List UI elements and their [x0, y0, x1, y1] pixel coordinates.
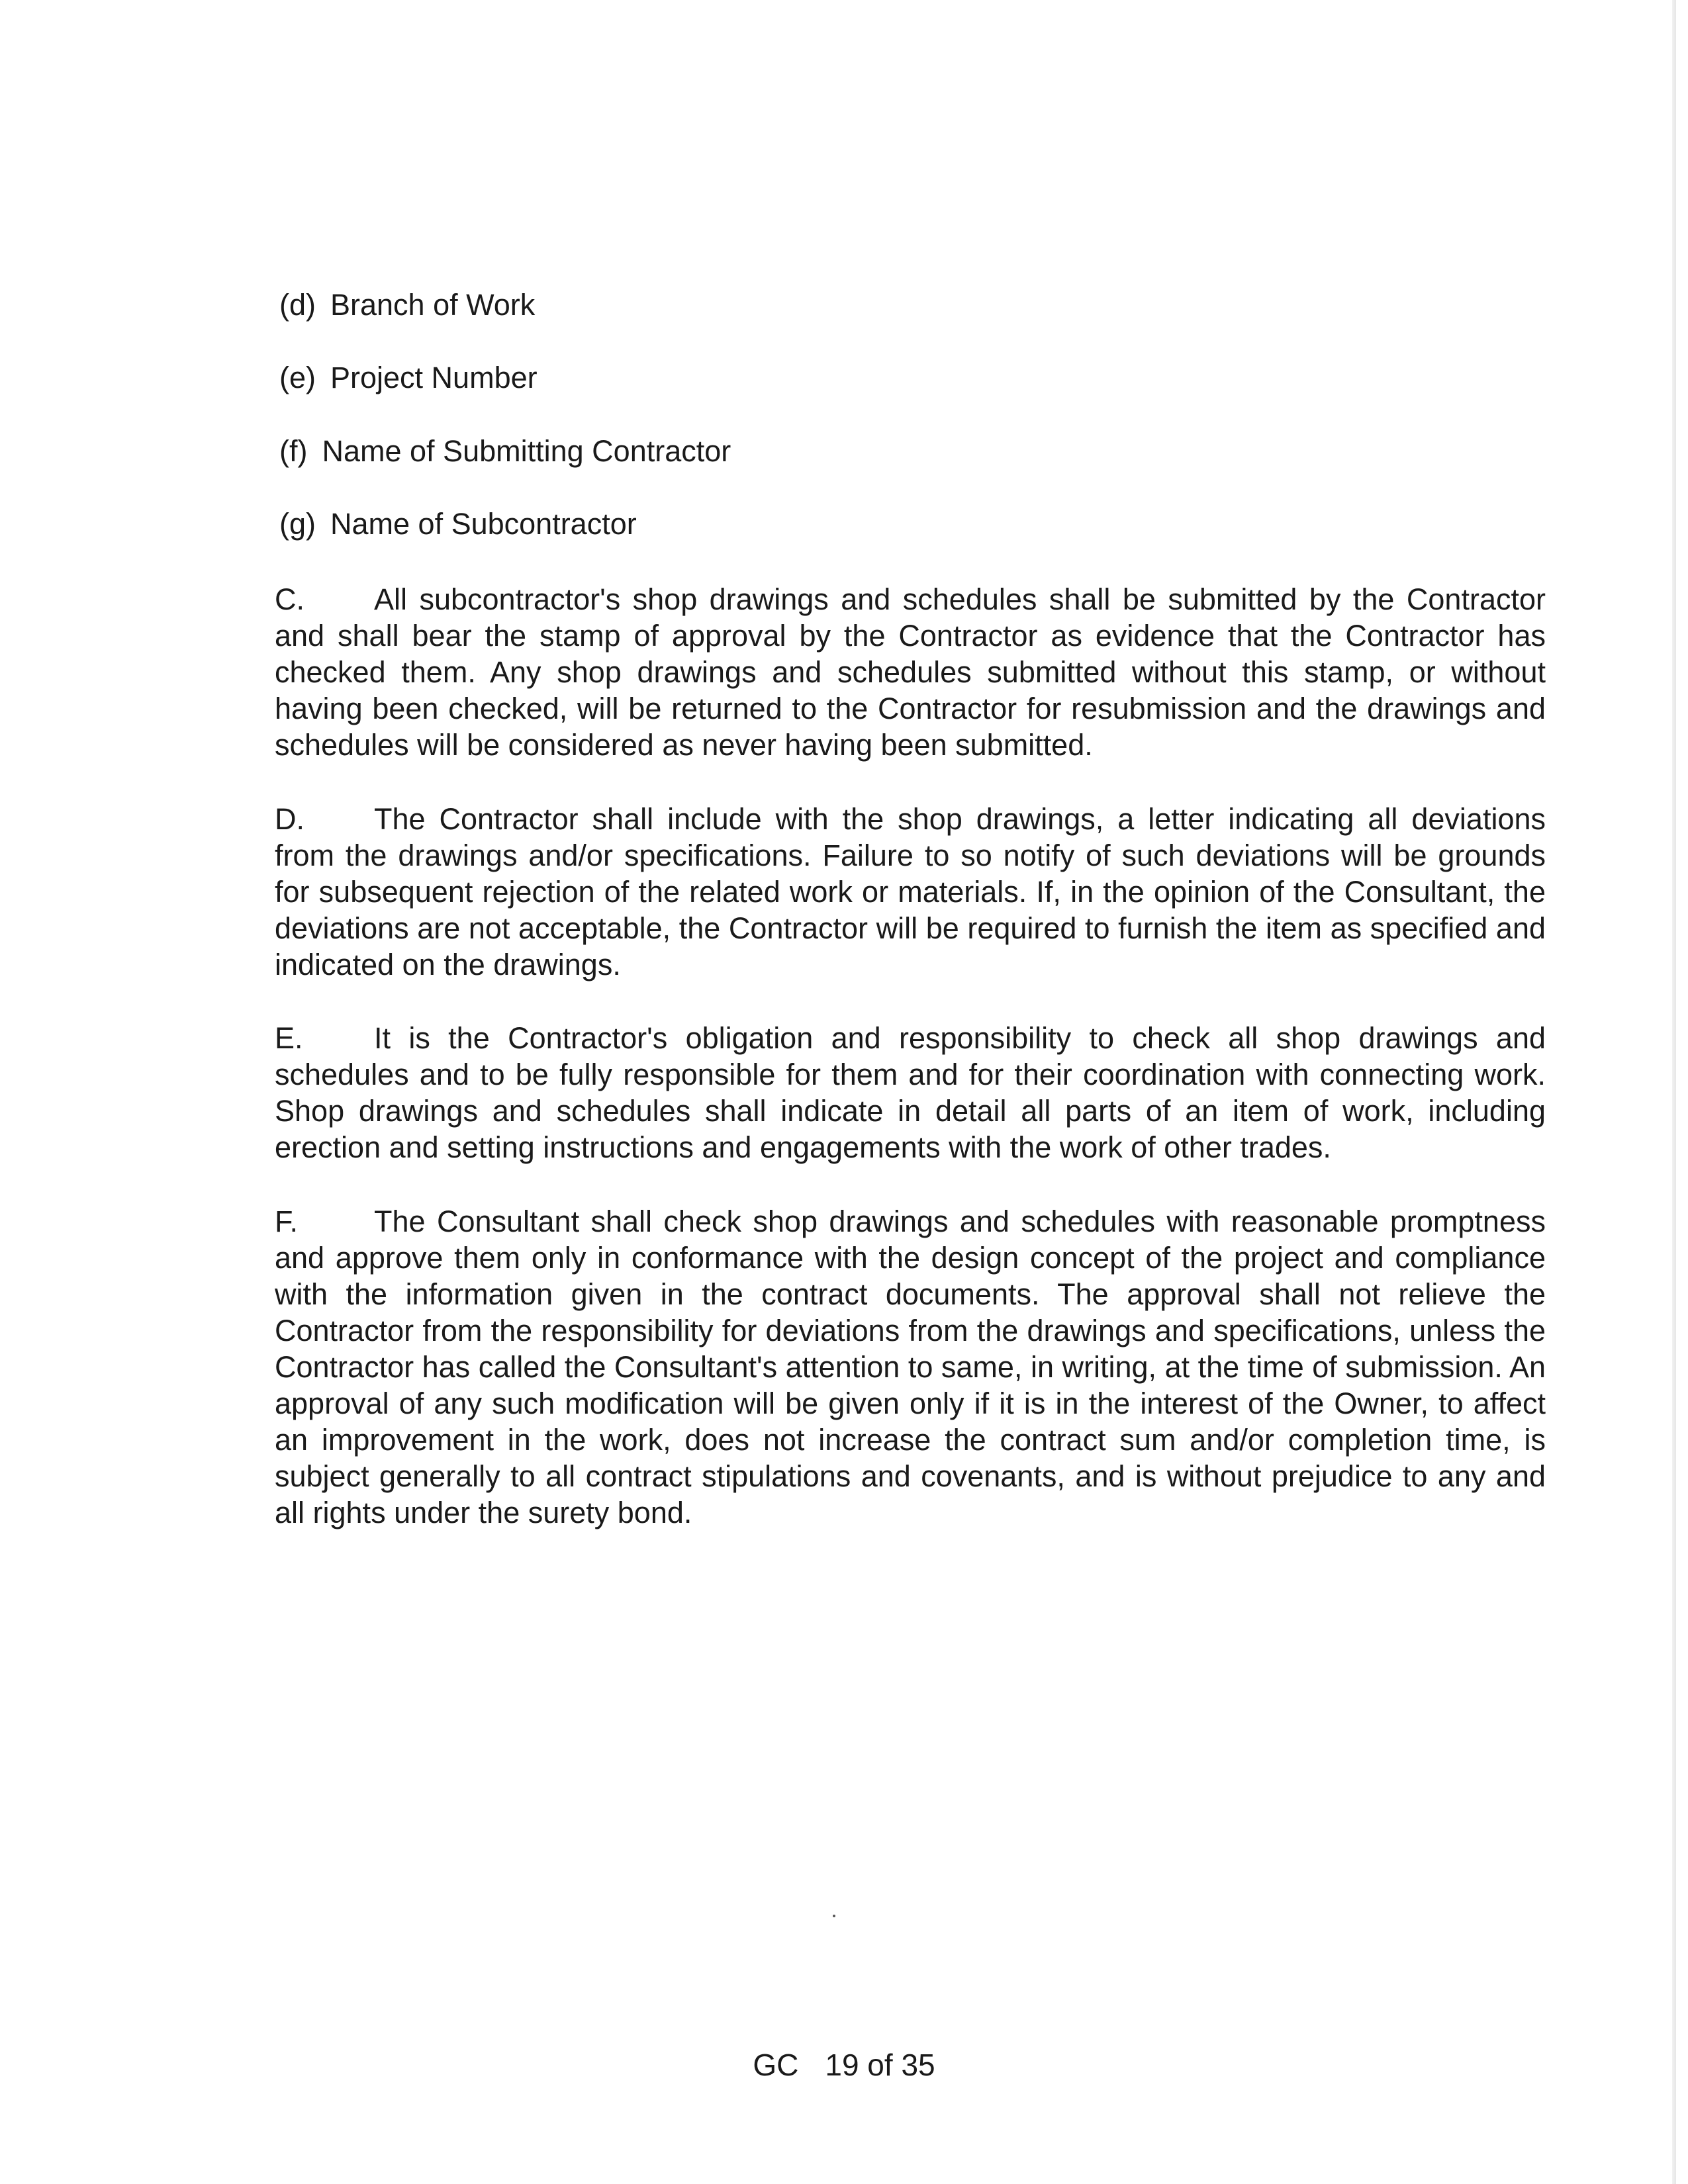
footer-section: GC [753, 2048, 799, 2082]
list-marker: (e) [279, 361, 316, 394]
paragraph-letter: F. [275, 1205, 299, 1238]
footer-page-number: 19 of 35 [825, 2048, 935, 2082]
list-item-d [279, 285, 535, 325]
list-item-text: Project Number [330, 361, 538, 394]
list-item-text: Name of Submitting Contractor [322, 434, 731, 468]
list-item-f [279, 432, 731, 471]
page-footer [0, 2045, 1688, 2085]
list-marker: (f) [279, 434, 308, 468]
list-item-g [279, 504, 637, 544]
paragraph-text: All subcontractor's shop drawings and schedules shall be submitted by the Contractor and shall bear the stamp of approval by the Contractor as evidence that the Contractor has checked them. Any shop drawings and schedules submitted without this stamp, or without having been checked, will be returned to the Contractor for resubmission and the drawings and schedules will be considered as never having been submitted. [275, 582, 1546, 762]
paragraph-text: It is the Contractor's obligation and responsibility to check all shop drawings and schedules and to be fully responsible for them and for their coordination with connecting work. Shop drawings and schedules shall indicate in detail all parts of an item of work, including erection and setting instructions and engagements with the work of other trades. [275, 1021, 1546, 1164]
list-marker: (g) [279, 507, 316, 541]
paragraph-d [275, 801, 1546, 983]
list-item-text: Branch of Work [330, 288, 536, 322]
paragraph-f [275, 1203, 1546, 1531]
scan-speck [833, 1915, 835, 1917]
paragraph-letter: E. [275, 1021, 303, 1055]
list-item-e [279, 358, 538, 398]
paragraph-text: The Consultant shall check shop drawings and schedules with reasonable promptness and approve them only in conformance with the design concept of the project and compliance with the information given in the contract documents. The approval shall not relieve the Contractor from the responsibility for deviations from the drawings and specifications, unless the Contractor has called the Consultant's attention to same, in writing, at the time of submission. An approval of any such modification will be given only if it is in the interest of the Owner, to affect an improvement in the work, does not increase the contract sum and/or completion time, is subject generally to all contract stipulations and covenants, and is without prejudice to any and all rights under the surety bond. [275, 1205, 1546, 1529]
paragraph-text: The Contractor shall include with the shop drawings, a letter indicating all deviations from the drawings and/or specifications. Failure to so notify of such deviations will be grounds for subsequent rejection of the related work or materials. If, in the opinion of the Consultant, the deviations are not acceptable, the Contractor will be required to furnish the item as specified and indicated on the drawings. [275, 802, 1546, 981]
paragraph-letter: D. [275, 802, 305, 836]
paragraph-e [275, 1020, 1546, 1165]
list-item-text: Name of Subcontractor [330, 507, 637, 541]
paragraph-letter: C. [275, 582, 305, 616]
paragraph-c [275, 581, 1546, 763]
list-marker: (d) [279, 288, 316, 322]
